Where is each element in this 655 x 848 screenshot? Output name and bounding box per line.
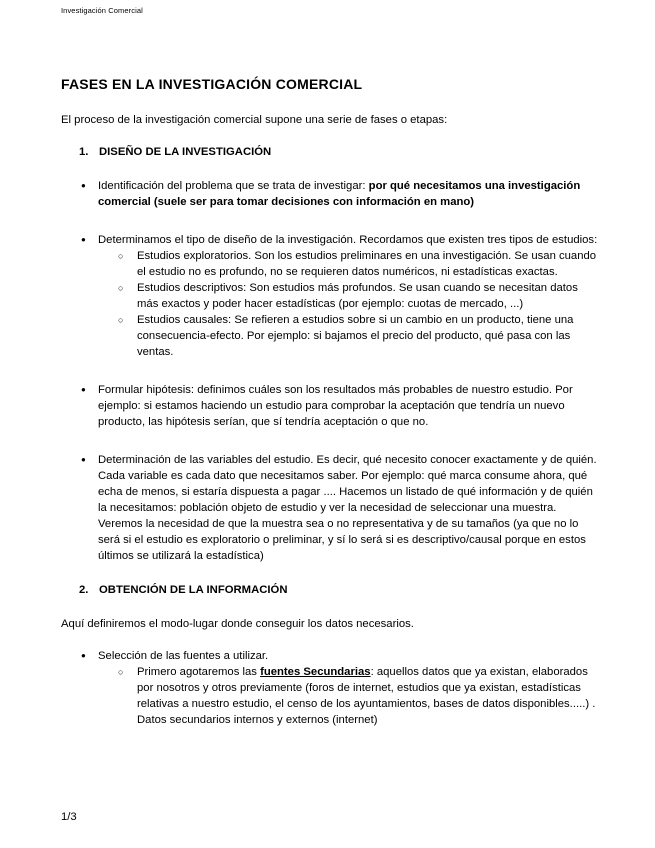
section-number-1: 1. [79,146,89,158]
bullet-text: Identificación del problema que se trata de investigar: [98,180,369,192]
sub-item-exploratory: ○ Estudios exploratorios. Son los estudios preliminares en una investigación. Se usan cuando el estudio no es profundo, no se requieren datos numéricos, ni estadísticas exactas. [98,248,601,280]
sub-item-descriptive: ○ Estudios descriptivos: Son estudios más profundos. Se usan cuando se necesitan datos más exactos y poder hacer estadísticas (por ejemplo: cuotas de mercado, ...) [98,280,601,312]
page-number: 1/3 [61,811,77,823]
bullet-identification [61,178,601,210]
intro-paragraph: El proceso de la investigación comercial supone una serie de fases o etapas: [61,114,448,126]
section-title-1: DISEÑO DE LA INVESTIGACIÓN [99,146,272,158]
sub-item-secondary-sources [98,664,601,728]
sources-list [98,664,601,728]
bullet-sources [61,648,601,728]
sub-text-after: : aquellos datos que ya existan, elaborados por nosotros y otros previamente (foros de internet, estudios que ya existan, estadísticas relativas a nuestro estudio, el censo de los ayuntamientos, bases de datos disponibles.....) . Datos secundarios internos y externos (internet) [137,666,596,726]
running-header: Investigación Comercial [61,6,143,15]
bullet-bold-text: por qué necesitamos una investigación comercial (suele ser para tomar decisiones con información en mano) [98,180,581,208]
section2-intro: Aquí definiremos el modo-lugar donde conseguir los datos necesarios. [61,618,414,630]
bullet-text: ● Determinamos el tipo de diseño de la investigación. Recordamos que existen tres tipos de estudios: [98,234,598,246]
bullet-text: ● Selección de las fuentes a utilizar. [98,650,269,662]
bullet-design-type [61,232,601,360]
section2-bullet-list [61,648,601,728]
document-body [61,76,601,750]
section-number-2: 2. [79,584,89,596]
secondary-sources-term: fuentes Secundarias [260,666,371,678]
section-heading-2 [61,582,601,598]
document-title: FASES EN LA INVESTIGACIÓN COMERCIAL [61,76,363,92]
bullet-variables: ● Determinación de las variables del estudio. Es decir, qué necesito conocer exactamente y de quién. Cada variable es cada dato que necesitamos saber. Por ejemplo: qué marca consume ahora, qué echa de menos, si estaría dispuesta a pagar .... Hacemos un listado de qué información y de quién la necesitamos: población objeto de estudio y ver la necesidad de seleccionar una muestra. Veremos la necesidad de que la muestra sea o no representativa y de su tamaños (ya que no lo será si el estudio es exploratorio o preliminar, y sí lo será si es descriptivo/causal porque en estos últimos se utilizará la estadística) [61,452,601,564]
section1-bullet-list [61,178,601,564]
section-title-2: OBTENCIÓN DE LA INFORMACIÓN [99,584,288,596]
sub-text-before: Primero agotaremos las [137,666,261,678]
section-heading-1 [61,144,601,160]
sub-item-causal: ○ Estudios causales: Se refieren a estudios sobre si un cambio en un producto, tiene una consecuencia-efecto. Por ejemplo: si bajamos el precio del producto, qué pasa con las ventas. [98,312,601,360]
study-types-list [98,248,601,360]
bullet-hypothesis: ● Formular hipótesis: definimos cuáles son los resultados más probables de nuestro estudio. Por ejemplo: si estamos haciendo un estudio para comprobar la aceptación que tendría un nuevo producto, las hipótesis serían, que sí tendría aceptación o que no. [61,382,601,430]
